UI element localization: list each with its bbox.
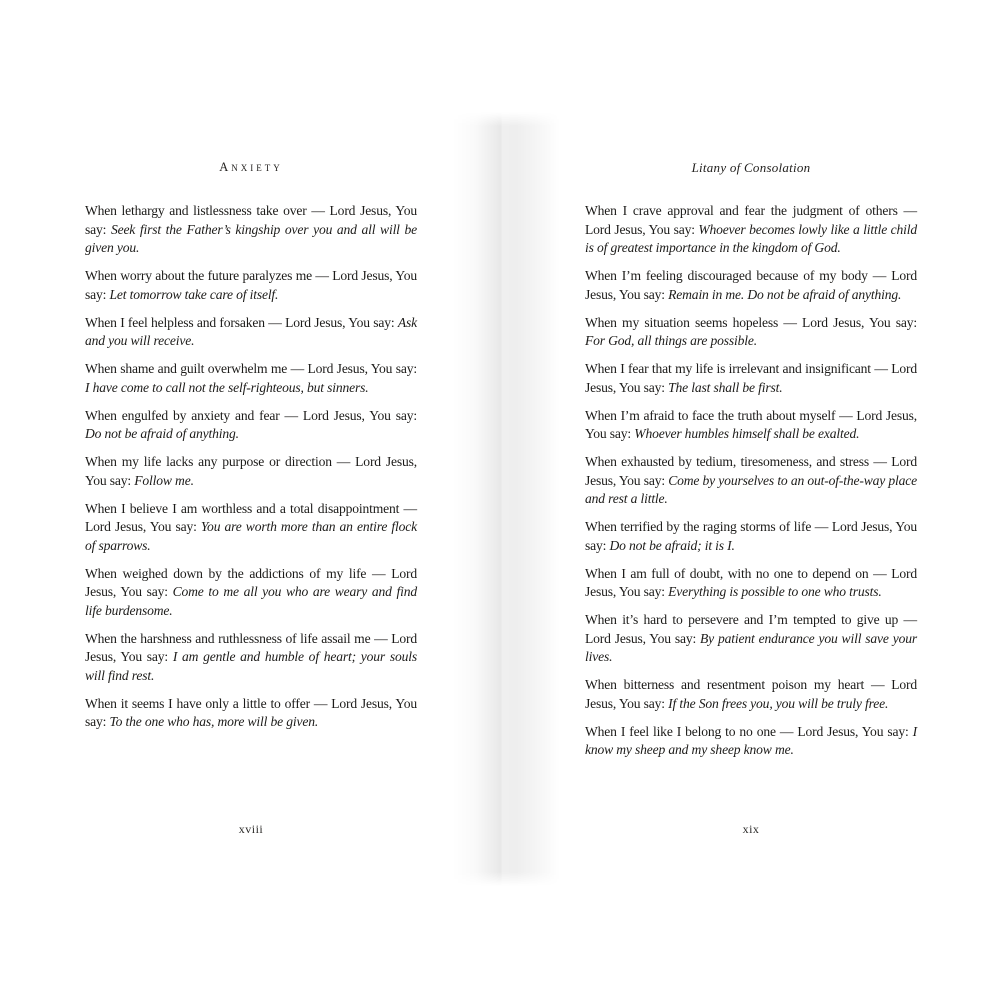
response-text: I have come to call not the self-righteous, but sinners.: [85, 379, 369, 395]
right-page: [500, 0, 1000, 1000]
petition-text: When my life lacks any purpose or direction — Lord Jesus, You say:: [85, 454, 417, 488]
petition-text: When I feel helpless and forsaken — Lord Jesus, You say:: [85, 314, 398, 330]
petition-text: When weighed down by the addictions of my life — Lord Jesus, You say:: [85, 565, 417, 599]
petition-text: When it’s hard to persevere and I’m tempted to give up — Lord Jesus, You say:: [585, 612, 917, 646]
petition-text: When lethargy and listlessness take over — Lord Jesus, You say:: [85, 203, 417, 237]
response-text: You are worth more than an entire flock of sparrows.: [85, 519, 417, 553]
petition-text: When exhausted by tedium, tiresomeness, and stress — Lord Jesus, You say:: [585, 454, 917, 488]
petition-text: When worry about the future paralyzes me — Lord Jesus, You say:: [85, 268, 417, 302]
litany-paragraph: [585, 202, 917, 258]
response-text: Ask and you will receive.: [85, 314, 417, 348]
litany-paragraph: [85, 360, 417, 397]
litany-paragraph: [85, 453, 417, 490]
litany-paragraph: [585, 407, 917, 444]
response-text: Follow me.: [134, 472, 194, 488]
litany-paragraph: [85, 500, 417, 556]
petition-text: When I fear that my life is irrelevant and insignificant — Lord Jesus, You say:: [585, 361, 917, 395]
petition-text: When I’m afraid to face the truth about myself — Lord Jesus, You say:: [585, 407, 917, 441]
litany-paragraph: [585, 565, 917, 602]
response-text: I am gentle and humble of heart; your souls will find rest.: [85, 649, 417, 683]
petition-text: When shame and guilt overwhelm me — Lord Jesus, You say:: [85, 361, 417, 376]
litany-paragraph: [85, 695, 417, 732]
response-text: If the Son frees you, you will be truly free.: [668, 695, 889, 711]
response-text: Whoever becomes lowly like a little child is of greatest importance in the kingdom of God.: [585, 221, 917, 255]
response-text: Everything is possible to one who trusts.: [668, 584, 882, 599]
litany-paragraph: [585, 518, 917, 555]
petition-text: When I believe I am worthless and a total disappointment — Lord Jesus, You say:: [85, 500, 417, 534]
litany-paragraph: [585, 453, 917, 509]
litany-paragraph: [85, 407, 417, 444]
response-text: Do not be afraid; it is I.: [609, 537, 735, 553]
response-text: Do not be afraid of anything.: [85, 426, 239, 441]
litany-paragraph: [585, 360, 917, 397]
response-text: Seek first the Father’s kingship over you and all will be given you.: [85, 221, 417, 255]
litany-paragraph: [85, 314, 417, 351]
response-text: By patient endurance you will save your lives.: [585, 630, 917, 664]
litany-paragraph: [585, 676, 917, 713]
response-text: Come to me all you who are weary and find life burdensome.: [85, 584, 417, 618]
petition-text: When I’m feeling discouraged because of my body — Lord Jesus, You say:: [585, 268, 917, 302]
right-page-body: [585, 202, 917, 769]
litany-paragraph: [85, 565, 417, 621]
response-text: Whoever humbles himself shall be exalted.: [634, 426, 860, 441]
petition-text: When the harshness and ruthlessness of life assail me — Lord Jesus, You say:: [85, 630, 417, 664]
litany-paragraph: [585, 267, 917, 304]
response-text: The last shall be first.: [668, 379, 783, 395]
petition-text: When I am full of doubt, with no one to depend on — Lord Jesus, You say:: [585, 565, 917, 599]
right-page-number: xix: [742, 822, 760, 836]
litany-paragraph: [85, 267, 417, 304]
right-running-header: Litany of Consolation: [691, 160, 811, 175]
response-text: For God, all things are possible.: [585, 333, 757, 348]
left-running-header: Anxiety: [219, 160, 283, 174]
response-text: Remain in me. Do not be afraid of anything.: [668, 286, 902, 302]
petition-text: When I feel like I belong to no one — Lord Jesus, You say:: [585, 723, 913, 739]
litany-paragraph: [85, 202, 417, 258]
response-text: I know my sheep and my sheep know me.: [585, 723, 917, 757]
petition-text: When bitterness and resentment poison my heart — Lord Jesus, You say:: [585, 677, 917, 711]
litany-paragraph: [585, 314, 917, 351]
response-text: Come by yourselves to an out-of-the-way place and rest a little.: [585, 472, 917, 506]
petition-text: When it seems I have only a little to offer — Lord Jesus, You say:: [85, 695, 417, 729]
response-text: Let tomorrow take care of itself.: [109, 286, 279, 302]
litany-paragraph: [85, 630, 417, 686]
response-text: To the one who has, more will be given.: [109, 714, 319, 729]
litany-paragraph: [585, 611, 917, 667]
petition-text: When terrified by the raging storms of life — Lord Jesus, You say:: [585, 519, 917, 553]
left-page-body: [85, 202, 417, 741]
litany-paragraph: [585, 723, 917, 760]
left-page-number: xviii: [238, 822, 264, 836]
petition-text: When engulfed by anxiety and fear — Lord Jesus, You say:: [85, 407, 417, 423]
petition-text: When I crave approval and fear the judgment of others — Lord Jesus, You say:: [585, 203, 917, 237]
petition-text: When my situation seems hopeless — Lord Jesus, You say:: [585, 314, 917, 330]
